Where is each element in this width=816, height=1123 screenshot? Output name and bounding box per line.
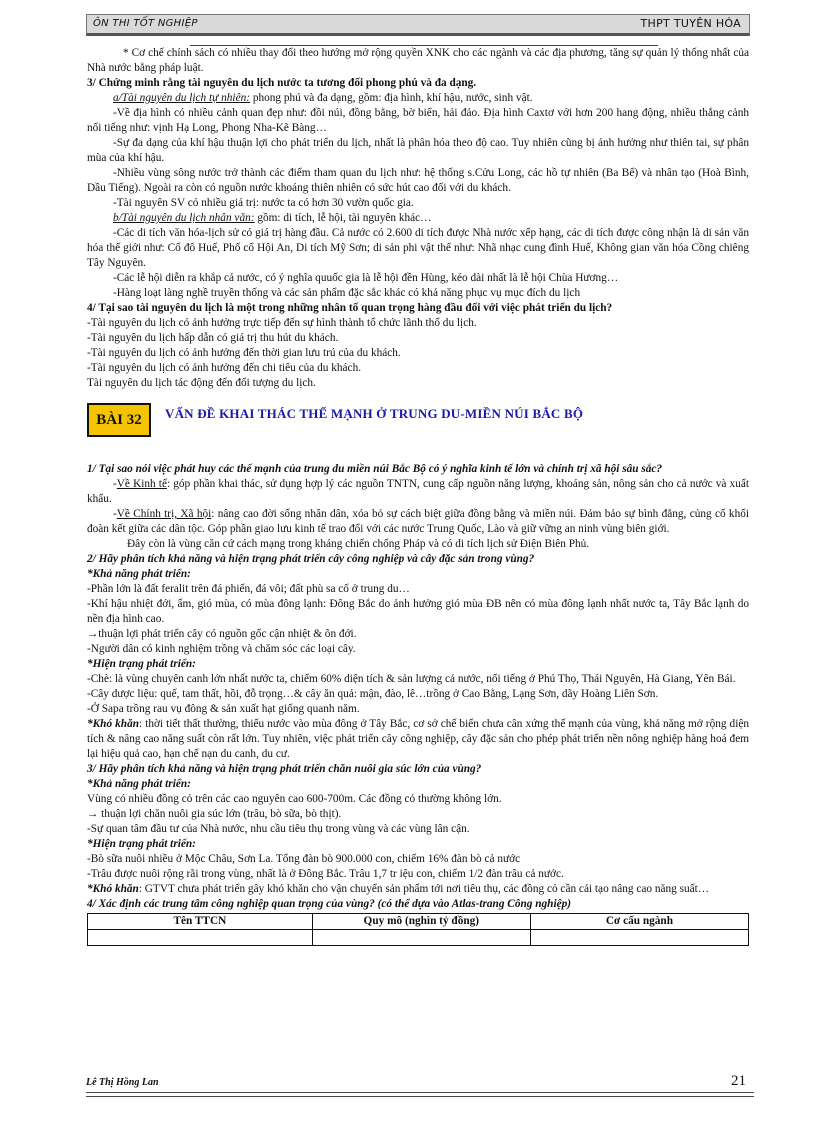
paragraph: -Sự đa dạng của khí hậu thuận lợi cho phát triển du lịch, nhất là phân hóa theo độ cao. Tuy nhiên cũng bị ảnh hưởng như thiên tai, sự phân mùa của khí hậu. xyxy=(87,137,749,164)
paragraph: Đây còn là vùng căn cứ cách mạng trong kháng chiến chống Pháp và có di tích lịch sử Điện Biên Phủ. xyxy=(127,538,590,550)
question-3-tourism: 3/ Chứng minh rằng tài nguyên du lịch nước ta tương đối phong phú và đa dạng. xyxy=(87,77,477,89)
question-2: 2/ Hãy phân tích khả năng và hiện trạng phát triển cây công nghiệp và cây đặc sản trong vùng? xyxy=(87,553,535,565)
paragraph: -Về địa hình có nhiều cảnh quan đẹp như: đồi núi, đồng bằng, bờ biển, hải đảo. Địa hình Caxtơ với hơn 200 hang động, nhiều thắng cảnh nổi tiếng như: vịnh Hạ Long, Phong Nha-Kẽ Bàng… xyxy=(87,107,749,134)
section-a-line xyxy=(87,91,749,106)
table-header-cell: Tên TTCN xyxy=(88,914,313,930)
difficulty-text: : thời tiết thất thường, thiếu nước vào mùa đông ở Tây Bắc, cơ sở chế biến chưa cân xứng thế mạnh của vùng, khả năng mở rộng diện tích & nâng cao năng suất còn rất lớn. Tuy nhiên, việc phát triển cây công nghiệp, cây đặc sản cho phép phát triển nền nông nghiệp hàng hoá đem lại hiệu quả cao, hạn chế nạn du canh, du cư. xyxy=(87,718,749,760)
lesson-badge: BÀI 32 xyxy=(87,403,151,437)
paragraph: -Các lễ hội diễn ra khắp cả nước, có ý nghĩa quuốc gia là lễ hội đền Hùng, kéo dài nhất là lễ hội Chùa Hương… xyxy=(113,272,619,284)
footer-author: Lê Thị Hồng Lan xyxy=(86,1077,159,1088)
list-item: -Tài nguyên du lịch hấp dẫn có giá trị thu hút du khách. xyxy=(87,332,339,344)
economy-paragraph: -Về Kinh tế: góp phần khai thác, sử dụng hợp lý các nguồn TNTN, cung cấp nguồn năng lượng, khoáng sản, nông sản cho cả nước và xuất khẩu. xyxy=(87,478,749,505)
section-b-line xyxy=(87,211,749,226)
table-cell[interactable] xyxy=(88,930,313,946)
section-a-label: a/Tài nguyên du lịch tự nhiên: xyxy=(113,92,250,104)
difficulty-paragraph xyxy=(87,882,749,897)
list-item: →thuận lợi phát triển cây có nguồn gốc cận nhiệt & ôn đới. xyxy=(87,628,357,640)
question-1: 1/ Tại sao nói việc phát huy các thế mạnh của trung du miền núi Bắc Bộ có ý nghĩa kinh tế lớn và chính trị xã hội sâu sắc? xyxy=(87,463,663,475)
table-header-cell: Quy mô (nghìn tỷ đồng) xyxy=(312,914,530,930)
intro-paragraph: * Cơ chế chính sách có nhiều thay đổi theo hướng mở rộng quyền XNK cho các ngành và các địa phương, tăng sự quản lý thống nhất của Nhà nước bằng pháp luật. xyxy=(87,47,749,74)
difficulty-label: *Khó khăn xyxy=(87,883,139,895)
paragraph: -Tài nguyên SV có nhiều giá trị: nước ta có hơn 30 vườn quốc gia. xyxy=(113,197,414,209)
paragraph: -Các di tích văn hóa-lịch sử có giá trị hàng đầu. Cả nước có 2.600 di tích được Nhà nước xếp hạng, các di tích được công nhận là di sản văn hóa thế giới như: Cố đô Huế, Phố cổ Hội An, Di tích Mỹ Sơn; di sản phi vật thể như: Nhã nhạc cung đình Huế, Không gian văn hóa Cồng chiêng Tây Nguyên. xyxy=(87,227,749,269)
list-item: -Tài nguyên du lịch có ảnh hưởng trực tiếp đến sự hình thành tổ chức lãnh thổ du lịch. xyxy=(87,317,477,329)
question-4-tourism: 4/ Tại sao tài nguyên du lịch là một trong những nhân tố quan trọng hàng đầu đối với việc phát triển du lịch? xyxy=(87,302,613,314)
page-footer xyxy=(86,1073,754,1093)
list-item: -Ở Sapa trồng rau vụ đông & sản xuất hạt giống quanh năm. xyxy=(87,703,360,715)
paragraph: -Hàng loạt làng nghề truyền thống và các sản phẩm đặc sắc khác có khả năng phục vụ mục đích du lịch xyxy=(113,287,581,299)
subheading-status: *Hiện trạng phát triển: xyxy=(87,658,196,670)
page-number: 21 xyxy=(731,1073,746,1089)
difficulty-text: : GTVT chưa phát triển gây khó khăn cho vận chuyển sản phẩm tới nơi tiêu thụ, các đồng cỏ cần cải tạo nâng cao năng suất… xyxy=(138,883,710,895)
paragraph: -Nhiều vùng sông nước trở thành các điểm tham quan du lịch như: hệ thống s.Cửu Long, các hồ tự nhiên (Ba Bể) và nhân tạo (Hoà Bình, Dầu Tiếng). Ngoài ra còn có nguồn nước khoáng thiên nhiên có sức hút cao đối với du khách. xyxy=(87,167,749,194)
header-right-title: THPT TUYÊN HÓA xyxy=(640,17,741,30)
section-b-text: gồm: di tích, lễ hội, tài nguyên khác… xyxy=(254,212,432,224)
industry-centers-table xyxy=(87,913,749,946)
table-cell[interactable] xyxy=(530,930,748,946)
list-item: -Sự quan tâm đầu tư của Nhà nước, nhu cầu tiêu thụ trong vùng và các vùng lân cận. xyxy=(87,823,470,835)
list-item: -Trâu được nuôi rộng rãi trong vùng, nhất là ở Đông Bắc. Trâu 1,7 tr iệu con, chiếm 1/2 đàn trâu cả nước. xyxy=(87,868,564,880)
list-item: -Bò sữa nuôi nhiều ở Mộc Châu, Sơn La. Tổng đàn bò 900.000 con, chiếm 16% đàn bò cả nước xyxy=(87,853,521,865)
politics-label: Về Chính trị, Xã hội xyxy=(116,508,212,520)
header-left-title: ÔN THI TỐT NGHIỆP xyxy=(93,18,198,29)
table-cell[interactable] xyxy=(312,930,530,946)
page-header xyxy=(86,14,750,36)
difficulty-paragraph xyxy=(87,717,749,762)
list-item: -Chè: là vùng chuyên canh lớn nhất nước ta, chiếm 60% diện tích & sản lượng cả nước, nổi tiếng ở Phú Thọ, Thái Nguyên, Hà Giang, Yên Bái. xyxy=(87,673,736,685)
list-item: -Tài nguyên du lịch có ảnh hưởng đến thời gian lưu trú của du khách. xyxy=(87,347,401,359)
list-item: Vùng có nhiều đồng cỏ trên các cao nguyên cao 600-700m. Các đồng cỏ thường không lớn. xyxy=(87,793,502,805)
footer-rule xyxy=(86,1096,754,1097)
subheading-potential: *Khả năng phát triển: xyxy=(87,778,191,790)
list-item: -Phần lớn là đất feralit trên đá phiến, đá vôi; đất phù sa cổ ở trung du… xyxy=(87,583,410,595)
politics-text: : nâng cao đời sống nhân dân, xóa bỏ sự cách biệt giữa đồng bằng và miền núi. Đảm bảo sự bình đẳng, củng cố khối đoàn kết giữa các dân tộc. Góp phần giao lưu kinh tế trao đổi với các nước Trung Quốc, Lào và giữ vững an ninh vùng biên giới. xyxy=(87,508,750,535)
list-item: -Người dân có kinh nghiệm trồng và chăm sóc các loại cây. xyxy=(87,643,356,655)
list-item: -Khí hậu nhiệt đới, ẩm, gió mùa, có mùa đông lạnh: Đông Bắc do ảnh hưởng gió mùa ĐB nên có mùa đông lạnh nhất nước ta, Tây Bắc lạnh do nền địa hình cao. xyxy=(87,598,749,625)
table-row xyxy=(88,930,749,946)
economy-label: Về Kinh tế xyxy=(116,478,167,490)
document-body xyxy=(87,46,749,946)
politics-paragraph: -Về Chính trị, Xã hội: nâng cao đời sống nhân dân, xóa bỏ sự cách biệt giữa đồng bằng và miền núi. Đảm bảo sự bình đẳng, củng cố khối đoàn kết giữa các dân tộc. Góp phần giao lưu kinh tế trao đổi với các nước Trung Quốc, Lào và giữ vững an ninh vùng biên giới. xyxy=(87,508,750,535)
list-item: → thuận lợi chăn nuôi gia súc lớn (trâu, bò sữa, bò thịt). xyxy=(87,808,342,820)
list-item: -Cây dược liệu: quế, tam thất, hồi, đỗ trọng…& cây ăn quả: mận, đào, lê…trồng ở Cao Bằng, Lạng Sơn, dãy Hoàng Liên Sơn. xyxy=(87,688,659,700)
table-header-row xyxy=(88,914,749,930)
list-item: Tài nguyên du lịch tác động đến đối tượng du lịch. xyxy=(87,377,316,389)
question-3: 3/ Hãy phân tích khả năng và hiện trạng phát triển chăn nuôi gia súc lớn của vùng? xyxy=(87,763,482,775)
lesson-heading xyxy=(87,400,749,440)
table-header-cell: Cơ cấu ngành xyxy=(530,914,748,930)
subheading-status: *Hiện trạng phát triển: xyxy=(87,838,196,850)
list-item: -Tài nguyên du lịch có ảnh hưởng đến chi tiêu của du khách. xyxy=(87,362,362,374)
section-b-label: b/Tài nguyên du lịch nhân văn: xyxy=(113,212,255,224)
question-4: 4/ Xác định các trung tâm công nghiệp quan trọng của vùng? (có thể dựa vào Atlas-trang Công nghiệp) xyxy=(87,898,572,910)
subheading-potential: *Khả năng phát triển: xyxy=(87,568,191,580)
economy-text: : góp phần khai thác, sử dụng hợp lý các nguồn TNTN, cung cấp nguồn năng lượng, khoáng sản, nông sản cho cả nước và xuất khẩu. xyxy=(87,478,749,505)
lesson-title: VẤN ĐỀ KHAI THÁC THẾ MẠNH Ở TRUNG DU-MIỀN NÚI BẮC BỘ xyxy=(165,405,584,421)
section-a-text: phong phú và đa dạng, gồm: địa hình, khí hậu, nước, sinh vật. xyxy=(250,92,533,104)
difficulty-label: *Khó khăn xyxy=(87,718,140,730)
